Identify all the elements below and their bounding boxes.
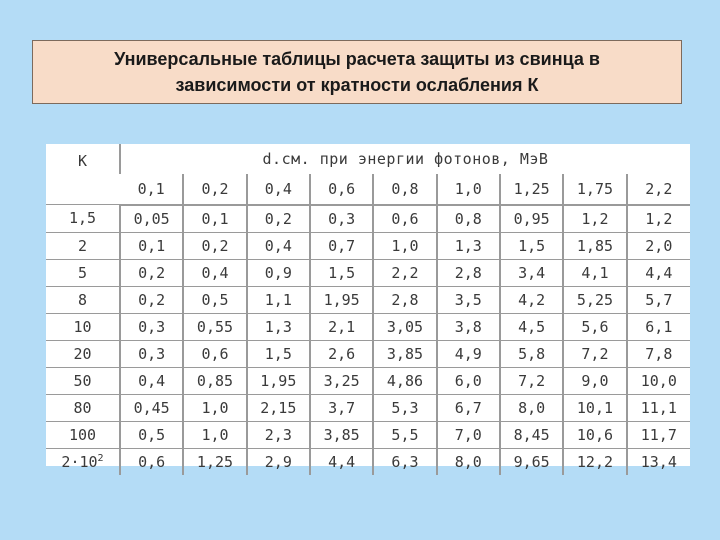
k-value-cell: 80 <box>46 394 120 421</box>
thickness-cell: 9,0 <box>563 367 626 394</box>
thickness-cell: 0,6 <box>373 205 436 233</box>
thickness-cell: 5,7 <box>627 286 690 313</box>
thickness-cell: 0,8 <box>437 205 500 233</box>
thickness-cell: 8,0 <box>500 394 563 421</box>
thickness-cell: 4,86 <box>373 367 436 394</box>
thickness-cell: 11,7 <box>627 421 690 448</box>
thickness-cell: 3,7 <box>310 394 373 421</box>
energy-header-cell: 0,1 <box>120 174 183 205</box>
thickness-cell: 0,45 <box>120 394 183 421</box>
thickness-cell: 3,25 <box>310 367 373 394</box>
thickness-cell: 4,4 <box>627 259 690 286</box>
thickness-cell: 0,3 <box>120 340 183 367</box>
thickness-cell: 12,2 <box>563 448 626 475</box>
thickness-cell: 0,4 <box>120 367 183 394</box>
lead-shielding-table-container <box>46 144 690 471</box>
thickness-cell: 4,1 <box>563 259 626 286</box>
thickness-cell: 7,0 <box>437 421 500 448</box>
thickness-cell: 0,2 <box>247 205 310 233</box>
title-box <box>32 40 682 104</box>
thickness-cell: 0,6 <box>120 448 183 475</box>
thickness-cell: 2,3 <box>247 421 310 448</box>
thickness-cell: 7,2 <box>500 367 563 394</box>
table-body <box>46 205 690 475</box>
energy-header-cell: 0,6 <box>310 174 373 205</box>
thickness-cell: 9,65 <box>500 448 563 475</box>
thickness-cell: 0,4 <box>247 232 310 259</box>
thickness-cell: 7,2 <box>563 340 626 367</box>
thickness-cell: 3,4 <box>500 259 563 286</box>
thickness-cell: 2,0 <box>627 232 690 259</box>
thickness-cell: 0,7 <box>310 232 373 259</box>
thickness-cell: 1,3 <box>247 313 310 340</box>
thickness-cell: 6,7 <box>437 394 500 421</box>
thickness-cell: 2,6 <box>310 340 373 367</box>
thickness-cell: 5,25 <box>563 286 626 313</box>
thickness-cell: 0,55 <box>183 313 246 340</box>
thickness-cell: 0,2 <box>120 259 183 286</box>
thickness-cell: 4,4 <box>310 448 373 475</box>
thickness-cell: 8,0 <box>437 448 500 475</box>
thickness-cell: 11,1 <box>627 394 690 421</box>
k-exponent: 2 <box>97 452 104 464</box>
k-base: 2·10 <box>61 452 98 471</box>
thickness-cell: 7,8 <box>627 340 690 367</box>
table-row <box>46 448 690 475</box>
thickness-cell: 3,5 <box>437 286 500 313</box>
table-row <box>46 232 690 259</box>
energy-header-cell: 0,2 <box>183 174 246 205</box>
thickness-cell: 0,3 <box>310 205 373 233</box>
thickness-cell: 2,2 <box>373 259 436 286</box>
thickness-cell: 1,2 <box>627 205 690 233</box>
energy-header-cell: 1,75 <box>563 174 626 205</box>
k-value-cell: 10 <box>46 313 120 340</box>
energy-header: d.см. при энергии фотонов, МэВ <box>120 144 690 174</box>
energy-header-cell: 0,4 <box>247 174 310 205</box>
thickness-cell: 1,85 <box>563 232 626 259</box>
k-value-cell: 50 <box>46 367 120 394</box>
thickness-cell: 3,8 <box>437 313 500 340</box>
thickness-cell: 3,85 <box>310 421 373 448</box>
thickness-cell: 1,5 <box>310 259 373 286</box>
thickness-cell: 2,8 <box>437 259 500 286</box>
thickness-cell: 5,6 <box>563 313 626 340</box>
table-row <box>46 394 690 421</box>
k-value-cell <box>46 448 120 475</box>
thickness-cell: 2,9 <box>247 448 310 475</box>
thickness-cell: 0,2 <box>183 232 246 259</box>
thickness-cell: 0,5 <box>183 286 246 313</box>
k-value-cell: 20 <box>46 340 120 367</box>
thickness-cell: 1,3 <box>437 232 500 259</box>
thickness-cell: 0,4 <box>183 259 246 286</box>
thickness-cell: 6,0 <box>437 367 500 394</box>
energy-values-row <box>46 174 690 205</box>
k-value-cell: 2 <box>46 232 120 259</box>
energy-header-cell: 1,25 <box>500 174 563 205</box>
thickness-cell: 10,6 <box>563 421 626 448</box>
thickness-cell: 3,05 <box>373 313 436 340</box>
thickness-cell: 0,3 <box>120 313 183 340</box>
thickness-cell: 0,5 <box>120 421 183 448</box>
header-row <box>46 144 690 174</box>
energy-header-cell: 1,0 <box>437 174 500 205</box>
thickness-cell: 1,95 <box>247 367 310 394</box>
energy-header-cell: 0,8 <box>373 174 436 205</box>
k-value-cell: 100 <box>46 421 120 448</box>
k-value-cell: 8 <box>46 286 120 313</box>
thickness-cell: 2,1 <box>310 313 373 340</box>
table-row <box>46 259 690 286</box>
thickness-cell: 8,45 <box>500 421 563 448</box>
thickness-cell: 2,15 <box>247 394 310 421</box>
thickness-cell: 0,2 <box>120 286 183 313</box>
thickness-cell: 5,3 <box>373 394 436 421</box>
thickness-cell: 6,1 <box>627 313 690 340</box>
table-row <box>46 367 690 394</box>
thickness-cell: 0,95 <box>500 205 563 233</box>
thickness-cell: 10,0 <box>627 367 690 394</box>
thickness-cell: 1,1 <box>247 286 310 313</box>
k-column-header: К <box>46 144 120 205</box>
thickness-cell: 5,8 <box>500 340 563 367</box>
thickness-cell: 1,25 <box>183 448 246 475</box>
thickness-cell: 1,0 <box>373 232 436 259</box>
table-row <box>46 340 690 367</box>
energy-header-cell: 2,2 <box>627 174 690 205</box>
thickness-cell: 10,1 <box>563 394 626 421</box>
thickness-cell: 4,5 <box>500 313 563 340</box>
thickness-cell: 0,1 <box>183 205 246 233</box>
thickness-cell: 13,4 <box>627 448 690 475</box>
thickness-cell: 4,9 <box>437 340 500 367</box>
thickness-cell: 0,9 <box>247 259 310 286</box>
thickness-cell: 0,6 <box>183 340 246 367</box>
table-row <box>46 421 690 448</box>
thickness-cell: 1,0 <box>183 394 246 421</box>
table-row <box>46 313 690 340</box>
thickness-cell: 1,5 <box>247 340 310 367</box>
slide-title: Универсальные таблицы расчета защиты из свинца в зависимости от кратности ослабления К <box>114 49 600 95</box>
lead-shielding-table <box>46 144 690 475</box>
thickness-cell: 5,5 <box>373 421 436 448</box>
table-row <box>46 205 690 233</box>
thickness-cell: 0,85 <box>183 367 246 394</box>
thickness-cell: 4,2 <box>500 286 563 313</box>
thickness-cell: 2,8 <box>373 286 436 313</box>
thickness-cell: 0,05 <box>120 205 183 233</box>
thickness-cell: 3,85 <box>373 340 436 367</box>
k-value-cell: 5 <box>46 259 120 286</box>
table-row <box>46 286 690 313</box>
thickness-cell: 1,0 <box>183 421 246 448</box>
thickness-cell: 1,5 <box>500 232 563 259</box>
thickness-cell: 1,2 <box>563 205 626 233</box>
thickness-cell: 0,1 <box>120 232 183 259</box>
k-value-cell: 1,5 <box>46 205 120 233</box>
thickness-cell: 6,3 <box>373 448 436 475</box>
thickness-cell: 1,95 <box>310 286 373 313</box>
